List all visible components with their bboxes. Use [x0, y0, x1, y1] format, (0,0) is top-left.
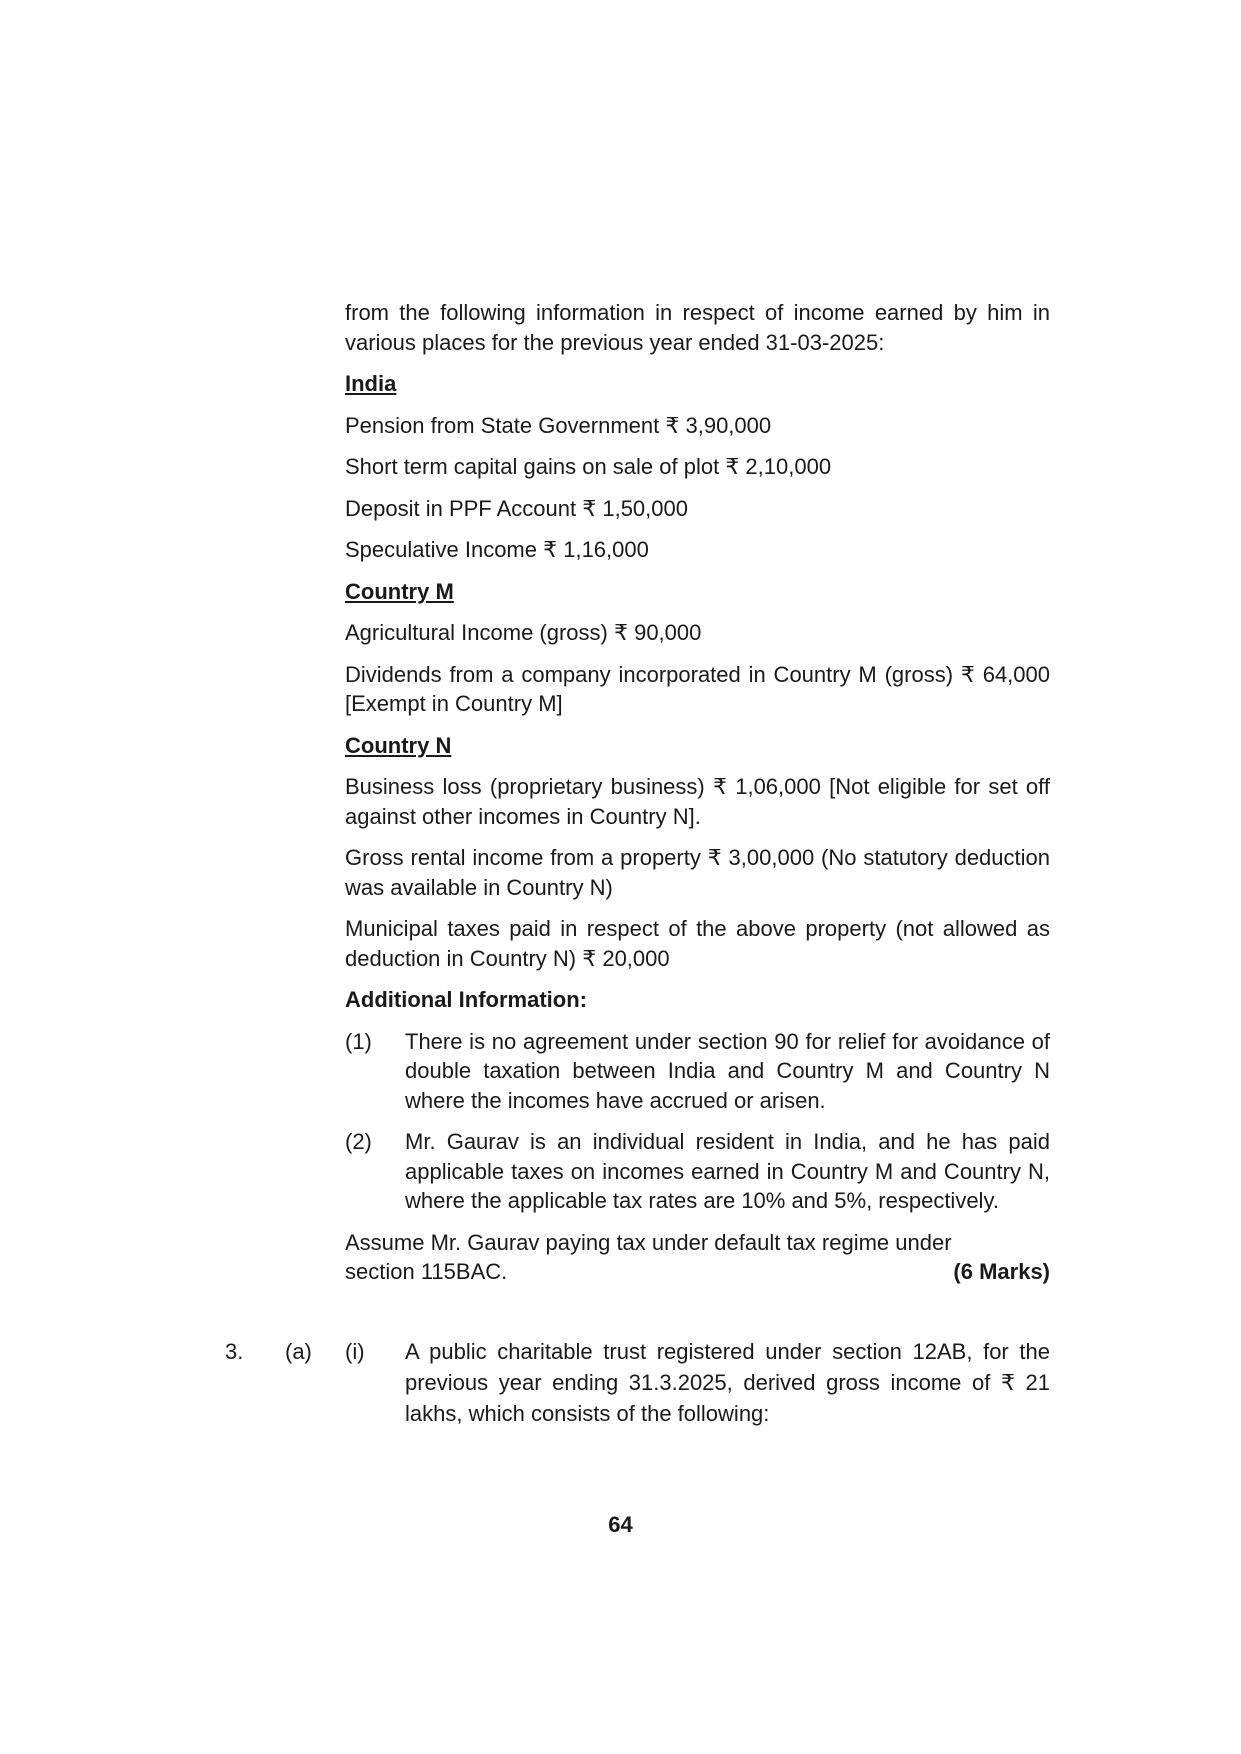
point-text: There is no agreement under section 90 for relief for avoidance of double taxation between India and Country M and Country N where the incomes have accrued or arisen.	[405, 1028, 1050, 1113]
intro-text: from the following information in respect of income earned by him in various places for the previous year ended 31-03-2025:	[345, 300, 1050, 355]
country-m-item: Agricultural Income (gross) ₹ 90,000	[345, 620, 702, 645]
point-number: (2)	[345, 1129, 372, 1154]
question-3	[225, 1336, 1050, 1429]
additional-info-heading: Additional Information:	[345, 987, 587, 1012]
question-text: A public charitable trust registered under section 12AB, for the previous year ending 31.3.2025, derived gross income of ₹ 21 lakhs, which consists of the following:	[405, 1339, 1050, 1426]
india-item: Speculative Income ₹ 1,16,000	[345, 537, 649, 562]
india-item: Short term capital gains on sale of plot ₹ 2,10,000	[345, 454, 832, 479]
question-part: (a)	[285, 1339, 312, 1364]
assumption-text-end: section 115BAC.	[345, 1259, 508, 1284]
additional-point	[345, 1127, 1050, 1216]
india-item: Deposit in PPF Account ₹ 1,50,000	[345, 495, 688, 521]
country-n-item: Municipal taxes paid in respect of the above property (not allowed as deduction in Country N) ₹ 20,000	[345, 916, 1050, 971]
page-number: 64	[608, 1512, 633, 1537]
country-n-item: Gross rental income from a property ₹ 3,00,000 (No statutory deduction was available in Country N)	[345, 845, 1050, 900]
additional-point	[345, 1027, 1050, 1116]
country-m-heading: Country M	[345, 578, 454, 604]
country-m-item: Dividends from a company incorporated in Country M (gross) ₹ 64,000 [Exempt in Country M]	[345, 661, 1050, 716]
marks-label: (6 Marks)	[953, 1259, 1050, 1284]
india-heading: India	[345, 371, 397, 396]
india-item: Pension from State Government ₹ 3,90,000	[345, 412, 772, 438]
country-n-heading: Country N	[345, 732, 452, 758]
point-text: Mr. Gaurav is an individual resident in India, and he has paid applicable taxes on incomes earned in Country M and Country N, where the applicable tax rates are 10% and 5%, respectively.	[405, 1129, 1050, 1213]
assumption-text: Assume Mr. Gaurav paying tax under default tax regime under	[345, 1229, 952, 1255]
question-content	[345, 298, 1050, 1299]
assumption-marks-line	[345, 1257, 1050, 1287]
question-subpart: (i)	[345, 1339, 365, 1364]
question-number: 3.	[225, 1339, 244, 1364]
country-n-item: Business loss (proprietary business) ₹ 1,06,000 [Not eligible for set off against other incomes in Country N].	[345, 774, 1050, 829]
point-number: (1)	[345, 1028, 372, 1054]
